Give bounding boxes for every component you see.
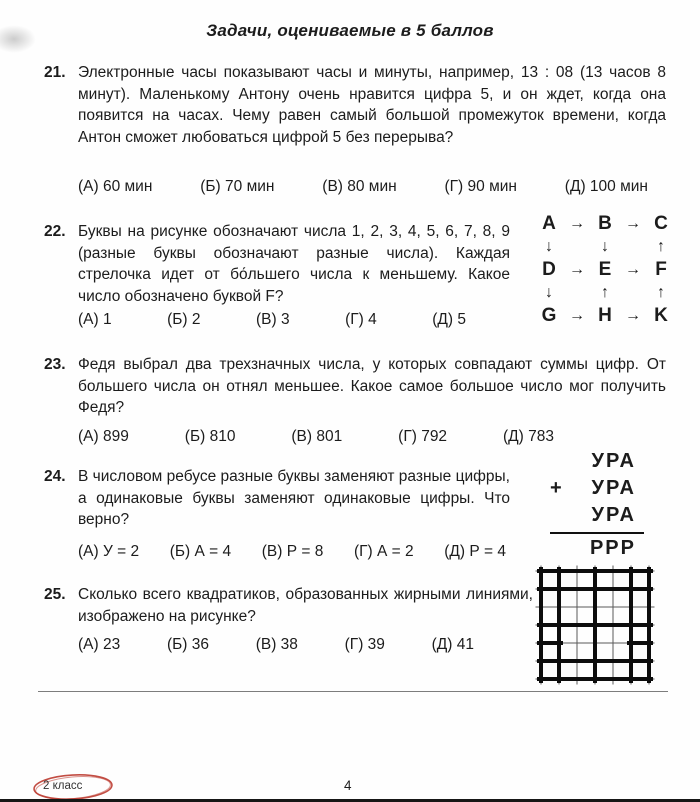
problem-block-24 — [44, 466, 510, 531]
diagram-letter: G — [541, 304, 557, 326]
problem-number: 23. — [44, 356, 66, 373]
answer-options-row — [78, 636, 474, 654]
answer-option: (А) У = 2 — [78, 543, 140, 560]
answer-option: (Б) 2 — [167, 311, 201, 328]
problem-number: 22. — [44, 223, 66, 240]
answer-option: (А) 1 — [78, 311, 112, 328]
answer-option: (В) 38 — [255, 636, 298, 653]
answer-options-row — [78, 543, 506, 561]
vertical-arrow-icon: ↓ — [545, 237, 553, 255]
vertical-arrow-icon: ↑ — [601, 283, 609, 301]
problem-text: Электронные часы показывают часы и минуты, например, 13 : 08 (13 часов 8 минут). Маленькому Антону очень нравится цифра 5, и он ждет, когда она появится на часах. Чему равен самый большой промежуток времени, когда Антон сможет любоваться цифрой 5 без перерыва? — [78, 64, 666, 146]
rebus-addend-1: УРА — [591, 450, 636, 472]
page-title: Задачи, оцениваемые в 5 баллов — [206, 21, 494, 40]
answer-option: (Д) Р = 4 — [444, 543, 506, 560]
diagram-letter: F — [655, 258, 667, 280]
rebus-figure — [550, 448, 644, 562]
problem-block-25 — [44, 584, 533, 627]
answer-option: (Г) А = 2 — [353, 543, 414, 560]
page-number: 4 — [344, 778, 352, 793]
answer-option: (В) Р = 8 — [261, 543, 324, 560]
answer-option: (Б) А = 4 — [169, 543, 232, 560]
problem-number: 21. — [44, 64, 66, 81]
plus-sign: + — [550, 477, 562, 499]
rebus-result: РРР — [589, 537, 636, 559]
problem-block-23 — [44, 354, 666, 419]
answer-option: (В) 80 мин — [322, 178, 397, 195]
rebus-addend-2 — [550, 475, 644, 502]
letter-arrow-diagram — [536, 211, 674, 328]
answer-option: (В) 801 — [291, 428, 343, 445]
answer-option: (Г) 792 — [398, 428, 448, 445]
vertical-arrow-icon: ↓ — [545, 283, 553, 301]
answer-options-row — [78, 311, 466, 329]
squares-grid-figure — [535, 565, 655, 685]
section-divider — [38, 691, 668, 692]
right-arrow-icon: → — [569, 214, 585, 232]
vertical-arrow-icon: ↑ — [657, 237, 665, 255]
diagram-letter: D — [542, 258, 556, 280]
rebus-sum-line — [550, 532, 644, 534]
answer-option: (Б) 70 мин — [200, 178, 275, 195]
problem-number: 25. — [44, 586, 66, 603]
diagram-letter: E — [598, 258, 612, 280]
problem-text: Федя выбрал два трехзначных числа, у которых совпадают суммы цифр. От большего числа он отнял меньшее. Какое самое большое число мог получить Федя? — [78, 356, 666, 416]
answer-option: (В) 3 — [255, 311, 290, 328]
rebus-addend-2-text: УРА — [591, 477, 636, 499]
diagram-letter: H — [598, 304, 612, 326]
problem-number: 24. — [44, 468, 66, 485]
answer-option: (Д) 783 — [503, 428, 554, 445]
answer-options-row — [78, 428, 554, 446]
problem-block-21 — [44, 62, 666, 148]
diagram-spacer — [618, 236, 648, 257]
answer-option: (Г) 39 — [344, 636, 385, 653]
vertical-arrow-icon: ↓ — [601, 237, 609, 255]
answer-options-row — [78, 178, 648, 196]
answer-option: (Г) 90 мин — [444, 178, 517, 195]
answer-option: (А) 60 мин — [78, 178, 153, 195]
rebus-addend-3: УРА — [591, 504, 636, 526]
answer-option: (А) 899 — [78, 428, 129, 445]
problem-text: В числовом ребусе разные буквы заменяют разные цифры, а одинаковые буквы заменяют одинаковые цифры. Что верно? — [78, 468, 510, 528]
diagram-spacer — [562, 236, 592, 257]
diagram-letter: B — [598, 212, 612, 234]
right-arrow-icon: → — [625, 214, 641, 232]
diagram-letter: C — [654, 212, 668, 234]
answer-option: (Б) 810 — [184, 428, 236, 445]
problem-text: Буквы на рисунке обозначают числа 1, 2, 3, 4, 5, 6, 7, 8, 9 (разные буквы обозначают разные числа). Каждая стрелочка идет от бо́льшего числа к меньшему. Какое число обозначено буквой F? — [78, 223, 510, 305]
diagram-letter: A — [542, 212, 556, 234]
answer-option: (Б) 36 — [166, 636, 209, 653]
right-arrow-icon: → — [569, 260, 585, 278]
grade-badge-label: 2 класс — [43, 780, 83, 792]
answer-option: (Д) 100 мин — [564, 178, 648, 195]
diagram-letter: K — [654, 304, 668, 326]
right-arrow-icon: → — [569, 306, 585, 324]
right-arrow-icon: → — [625, 260, 641, 278]
answer-option: (А) 23 — [78, 636, 121, 653]
grade-badge — [30, 771, 116, 802]
right-arrow-icon: → — [625, 306, 641, 324]
diagram-spacer — [562, 282, 592, 303]
answer-option: (Д) 41 — [431, 636, 474, 653]
vertical-arrow-icon: ↑ — [657, 283, 665, 301]
answer-option: (Д) 5 — [432, 311, 466, 328]
problem-text: Сколько всего квадратиков, образованных жирными линиями, изображено на рисунке? — [78, 586, 533, 625]
problem-block-22 — [44, 221, 510, 307]
diagram-spacer — [618, 282, 648, 303]
answer-option: (Г) 4 — [345, 311, 377, 328]
